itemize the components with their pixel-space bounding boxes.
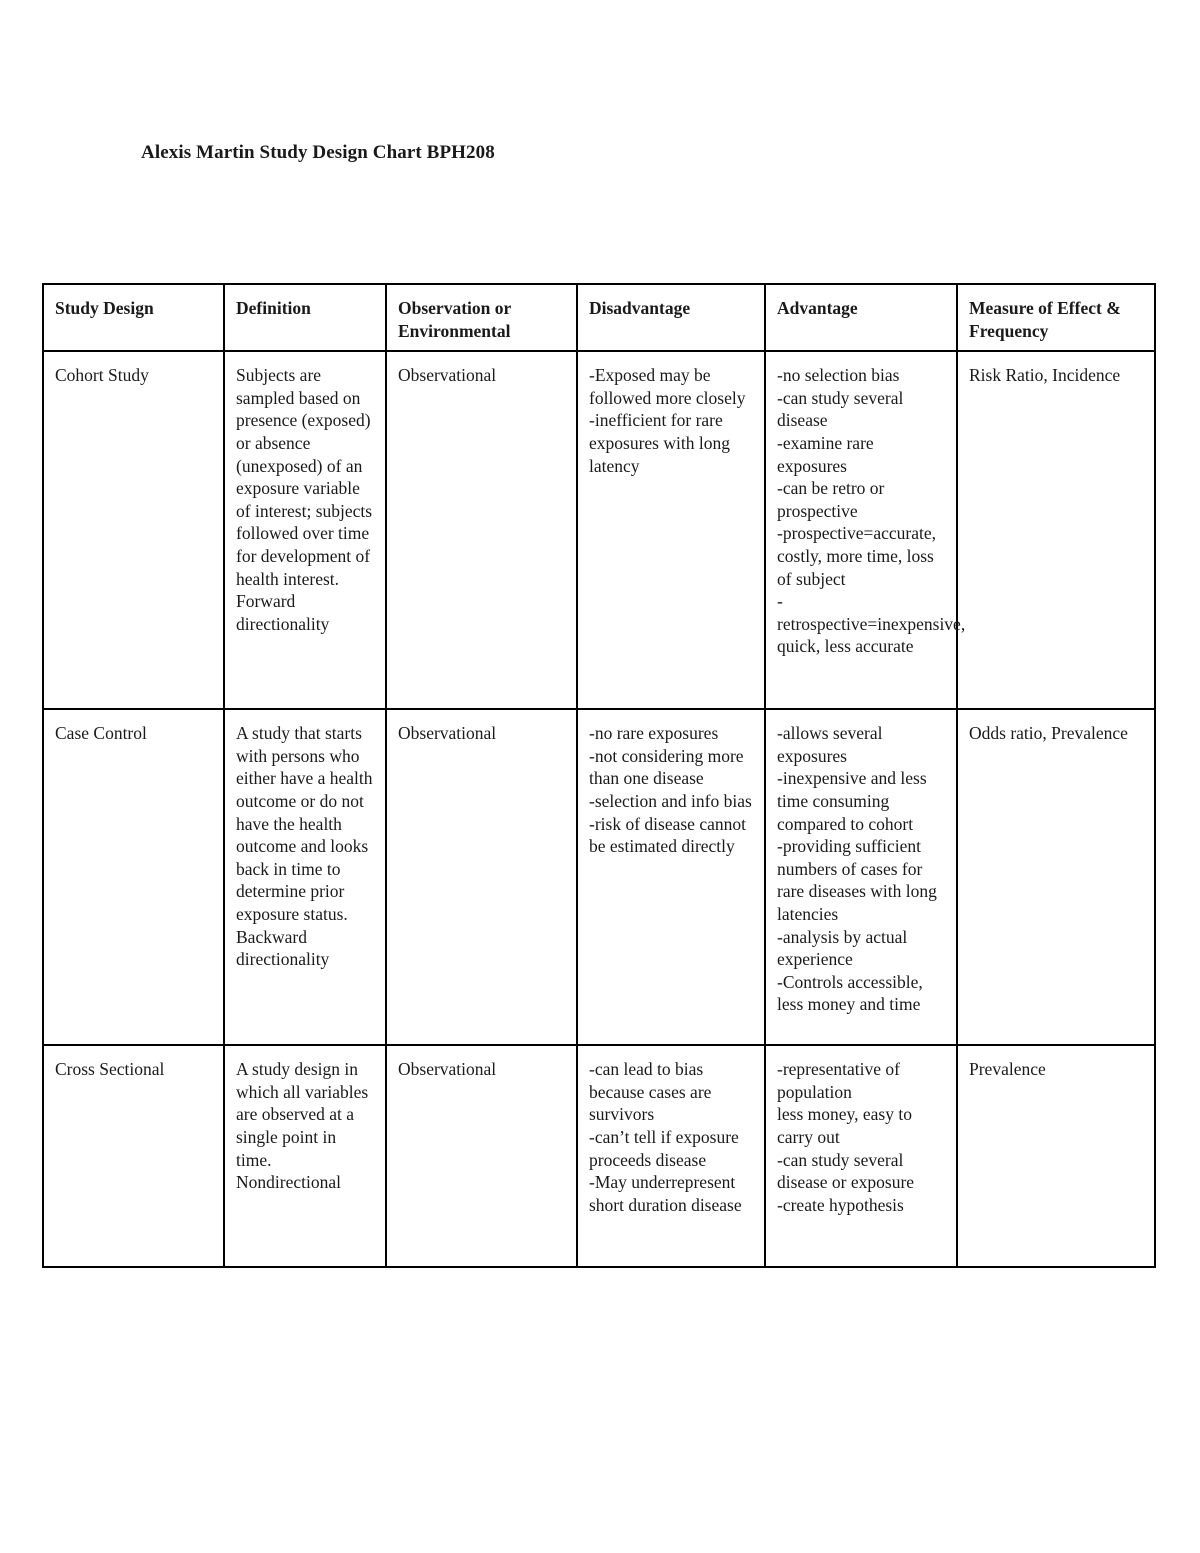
cell-advantage: [765, 351, 966, 709]
cell-observation-type: Observational: [386, 351, 577, 709]
disadvantage-item: -inefficient for rare exposures with long latency: [589, 410, 730, 476]
document-title: Alexis Martin Study Design Chart BPH208: [141, 142, 495, 163]
column-header-observation-type: Observation or Environmental: [386, 284, 577, 351]
definition-direction: Nondirectional: [236, 1172, 341, 1193]
cell-advantage: [765, 1045, 957, 1267]
cell-definition: [224, 1045, 386, 1267]
advantage-item: -can study several disease: [777, 387, 904, 431]
cell-measure: Odds ratio, Prevalence: [957, 709, 1155, 1045]
cell-definition: [224, 709, 386, 1045]
disadvantage-item: -May underrepresent short duration disease: [589, 1172, 742, 1215]
disadvantage-item: -risk of disease cannot be estimated directly: [589, 813, 746, 857]
disadvantage-item: -can lead to bias because cases are survivors: [589, 1059, 712, 1125]
column-header-study-design: Study Design: [43, 284, 224, 351]
advantage-item: -can study several disease or exposure: [777, 1149, 915, 1193]
table-header-row: [43, 284, 1155, 351]
cell-measure: Prevalence: [957, 1045, 1155, 1267]
advantage-item: less money, easy to carry out: [777, 1104, 912, 1147]
disadvantage-item: -can’t tell if exposure proceeds disease: [589, 1126, 739, 1170]
cell-disadvantage: [577, 351, 765, 709]
column-header-disadvantage: Disadvantage: [577, 284, 765, 351]
column-header-definition: Definition: [224, 284, 386, 351]
table-row: [43, 709, 1155, 1045]
cell-disadvantage: [577, 709, 765, 1045]
definition-text: A study design in which all variables are observed at a single point in time.: [236, 1059, 369, 1170]
advantage-item: -examine rare exposures: [777, 432, 874, 476]
cell-study-design: Case Control: [43, 709, 224, 1045]
advantage-item: -prospective=accurate, costly, more time, loss of subject: [777, 523, 937, 589]
advantage-item: -Controls accessible, less money and time: [777, 971, 923, 1015]
advantage-item: -analysis by actual experience: [777, 926, 908, 970]
table-row: [43, 351, 1155, 709]
cell-definition: [224, 351, 386, 709]
definition-direction: Forward directionality: [236, 591, 330, 634]
disadvantage-item: -not considering more than one disease: [589, 745, 744, 789]
advantage-item: -inexpensive and less time consuming compared to cohort: [777, 768, 927, 834]
advantage-item: -no selection bias: [777, 365, 900, 386]
cell-disadvantage: [577, 1045, 765, 1267]
column-header-advantage: Advantage: [765, 284, 957, 351]
disadvantage-item: -selection and info bias: [589, 790, 752, 811]
advantage-item: -representative of population: [777, 1059, 900, 1102]
cell-study-design: Cohort Study: [43, 351, 224, 709]
definition-text: A study that starts with persons who either have a health outcome or do not have the health outcome and looks back in time to determine prior exposure status.: [236, 723, 373, 924]
cell-observation-type: Observational: [386, 709, 577, 1045]
disadvantage-item: -no rare exposures: [589, 723, 719, 744]
column-header-measure: Measure of Effect & Frequency: [957, 284, 1155, 351]
cell-measure: Risk Ratio, Incidence: [957, 351, 1155, 709]
advantage-item: -providing sufficient numbers of cases for rare diseases with long latencies: [777, 836, 937, 924]
advantage-item: -allows several exposures: [777, 723, 883, 766]
advantage-item: -can be retro or prospective: [777, 478, 885, 521]
cell-observation-type: Observational: [386, 1045, 577, 1267]
definition-direction: Backward directionality: [236, 926, 330, 970]
table-row: [43, 1045, 1155, 1267]
disadvantage-item: -Exposed may be followed more closely: [589, 365, 746, 408]
cell-study-design: Cross Sectional: [43, 1045, 224, 1267]
definition-text: Subjects are sampled based on presence (exposed) or absence (unexposed) of an exposure variable of interest; subjects followed over time for development of health interest.: [236, 365, 373, 589]
advantage-item: -retrospective=inexpensive, quick, less accurate: [777, 591, 966, 657]
cell-advantage: [765, 709, 957, 1045]
study-design-table: [42, 283, 1156, 1268]
advantage-item: -create hypothesis: [777, 1194, 904, 1215]
